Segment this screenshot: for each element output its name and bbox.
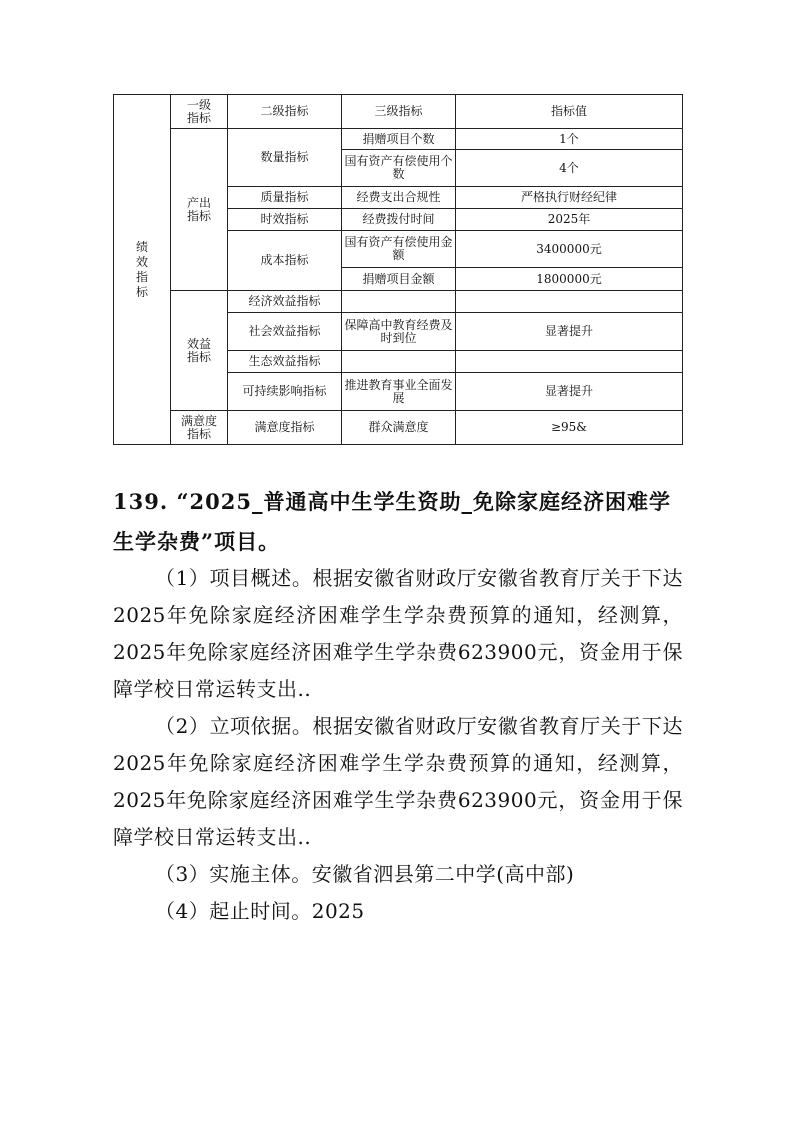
table-row-name: 捐赠项目个数	[342, 129, 456, 150]
ecological-benefit-label: 生态效益指标	[228, 351, 342, 373]
paragraph-implementer: （3）实施主体。安徽省泗县第二中学(高中部)	[155, 862, 575, 886]
header-level2: 二级指标	[228, 95, 342, 129]
table-row-value: 4个	[456, 150, 683, 187]
table-row-name: 群众满意度	[342, 411, 456, 445]
satisfaction-indicator-label: 满意度指标	[171, 411, 228, 445]
output-indicator-label: 产出指标	[171, 129, 228, 291]
table-row-name: 经费拨付时间	[342, 209, 456, 231]
economic-benefit-label: 经济效益指标	[228, 291, 342, 313]
table-row-value: 显著提升	[456, 373, 683, 411]
table-row-name	[342, 291, 456, 313]
table-row-name	[342, 351, 456, 373]
table-row-name: 捐赠项目金额	[342, 268, 456, 291]
table-row-name: 国有资产有偿使用个数	[342, 150, 456, 187]
group-label: 绩效指标	[135, 239, 148, 299]
sustainable-impact-label: 可持续影响指标	[228, 373, 342, 411]
header-value: 指标值	[456, 95, 683, 129]
table-row-value: 显著提升	[456, 313, 683, 351]
table-row-value	[456, 291, 683, 313]
table-row-value: 1800000元	[456, 268, 683, 291]
header-level3: 三级指标	[342, 95, 456, 129]
paragraph-period: （4）起止时间。2025	[155, 899, 365, 923]
quality-indicator-label: 质量指标	[228, 187, 342, 209]
table-row-name: 保障高中教育经费及时到位	[342, 313, 456, 351]
table-row-value: 2025年	[456, 209, 683, 231]
table-row-value: ≥95&	[456, 411, 683, 445]
header-level1: 一级指标	[171, 95, 228, 129]
table-row-name: 推进教育事业全面发展	[342, 373, 456, 411]
paragraph-basis: （2）立项依据。根据安徽省财政厅安徽省教育厅关于下达2025年免除家庭经济困难学生学杂费预算的通知，经测算，2025年免除家庭经济困难学生学杂费623900元，资金用于保障学校日常运转支出..	[113, 714, 683, 849]
table-row-value	[456, 351, 683, 373]
table-row-name: 经费支出合规性	[342, 187, 456, 209]
social-benefit-label: 社会效益指标	[228, 313, 342, 351]
group-label-cell	[114, 95, 171, 445]
cost-indicator-label: 成本指标	[228, 231, 342, 291]
table-row-value: 1个	[456, 129, 683, 150]
table-row-name: 国有资产有偿使用金额	[342, 231, 456, 268]
performance-indicator-table	[113, 94, 683, 445]
section-heading: 139. “2025_普通高中生学生资助_免除家庭经济困难学生学杂费”项目。	[113, 489, 671, 554]
satisfaction-sub-label: 满意度指标	[228, 411, 342, 445]
paragraph-overview: （1）项目概述。根据安徽省财政厅安徽省教育厅关于下达2025年免除家庭经济困难学生学杂费预算的通知，经测算，2025年免除家庭经济困难学生学杂费623900元，资金用于保障学校日常运转支出..	[113, 566, 683, 701]
table-row-value: 严格执行财经纪律	[456, 187, 683, 209]
timeliness-indicator-label: 时效指标	[228, 209, 342, 231]
table-row-value: 3400000元	[456, 231, 683, 268]
quantity-indicator-label: 数量指标	[228, 129, 342, 187]
benefit-indicator-label: 效益指标	[171, 291, 228, 411]
